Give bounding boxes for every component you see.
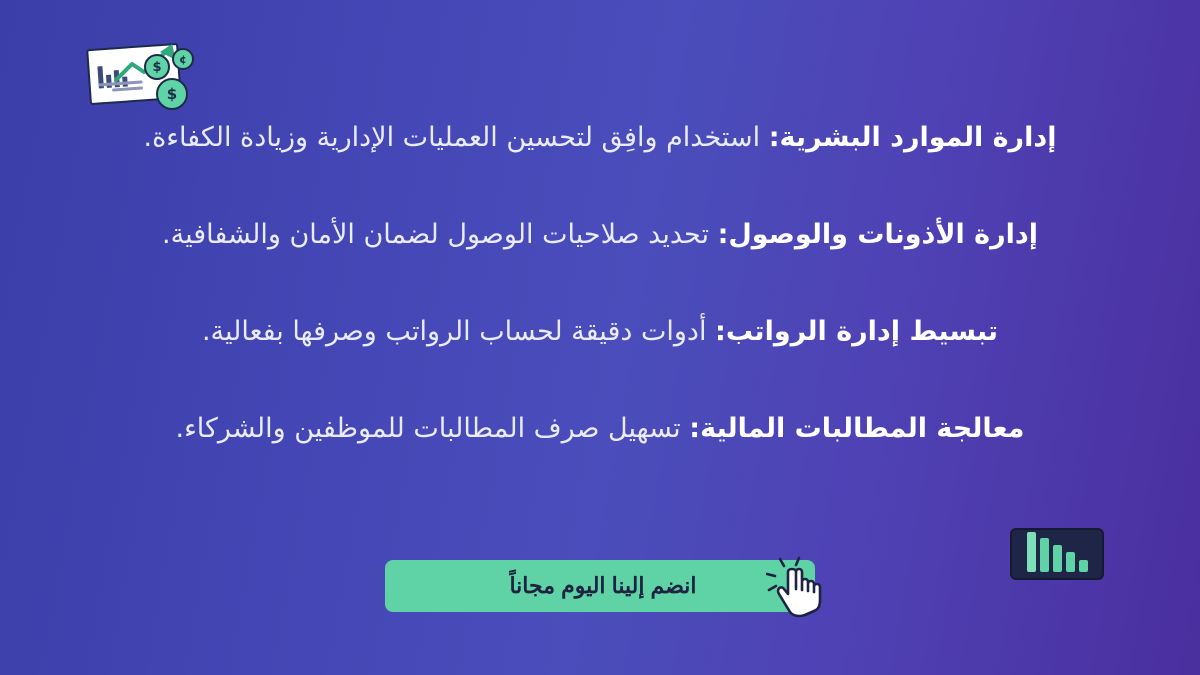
bullet-text-4: تسهيل صرف المطالبات للموظفين والشركاء.	[175, 413, 690, 445]
bullet-item-4	[54, 409, 1146, 448]
bullet-text-1: استخدام وافِق لتحسين العمليات الإدارية وزيادة الكفاءة.	[143, 122, 769, 153]
join-free-button[interactable]: انضم إلينا اليوم مجاناً	[385, 560, 815, 612]
bullet-text-2: تحديد صلاحيات الوصول لضمان الأمان والشفافية.	[162, 219, 718, 251]
bullet-lead-3: تبسيط إدارة الرواتب:	[715, 316, 999, 348]
bullet-list	[0, 118, 1200, 449]
coin-symbol-1: $	[152, 59, 162, 75]
coin-symbol-3: $	[166, 85, 178, 103]
coin-icon-3	[156, 78, 188, 110]
bullet-item-1	[54, 118, 1146, 157]
cta-container	[0, 560, 1200, 612]
coin-icon-2	[172, 48, 194, 70]
bullet-item-3	[54, 312, 1146, 351]
coin-icon-1	[144, 54, 170, 80]
bullet-lead-2: إدارة الأذونات والوصول:	[717, 219, 1038, 251]
invoice-money-icon	[88, 40, 218, 118]
coin-symbol-2: ¢	[179, 52, 187, 66]
bullet-text-3: أدوات دقيقة لحساب الرواتب وصرفها بفعالية.	[201, 316, 716, 348]
bullet-lead-1: إدارة الموارد البشرية:	[768, 122, 1057, 153]
bullet-lead-4: معالجة المطالبات المالية:	[689, 413, 1025, 445]
bullet-item-2	[54, 215, 1146, 254]
